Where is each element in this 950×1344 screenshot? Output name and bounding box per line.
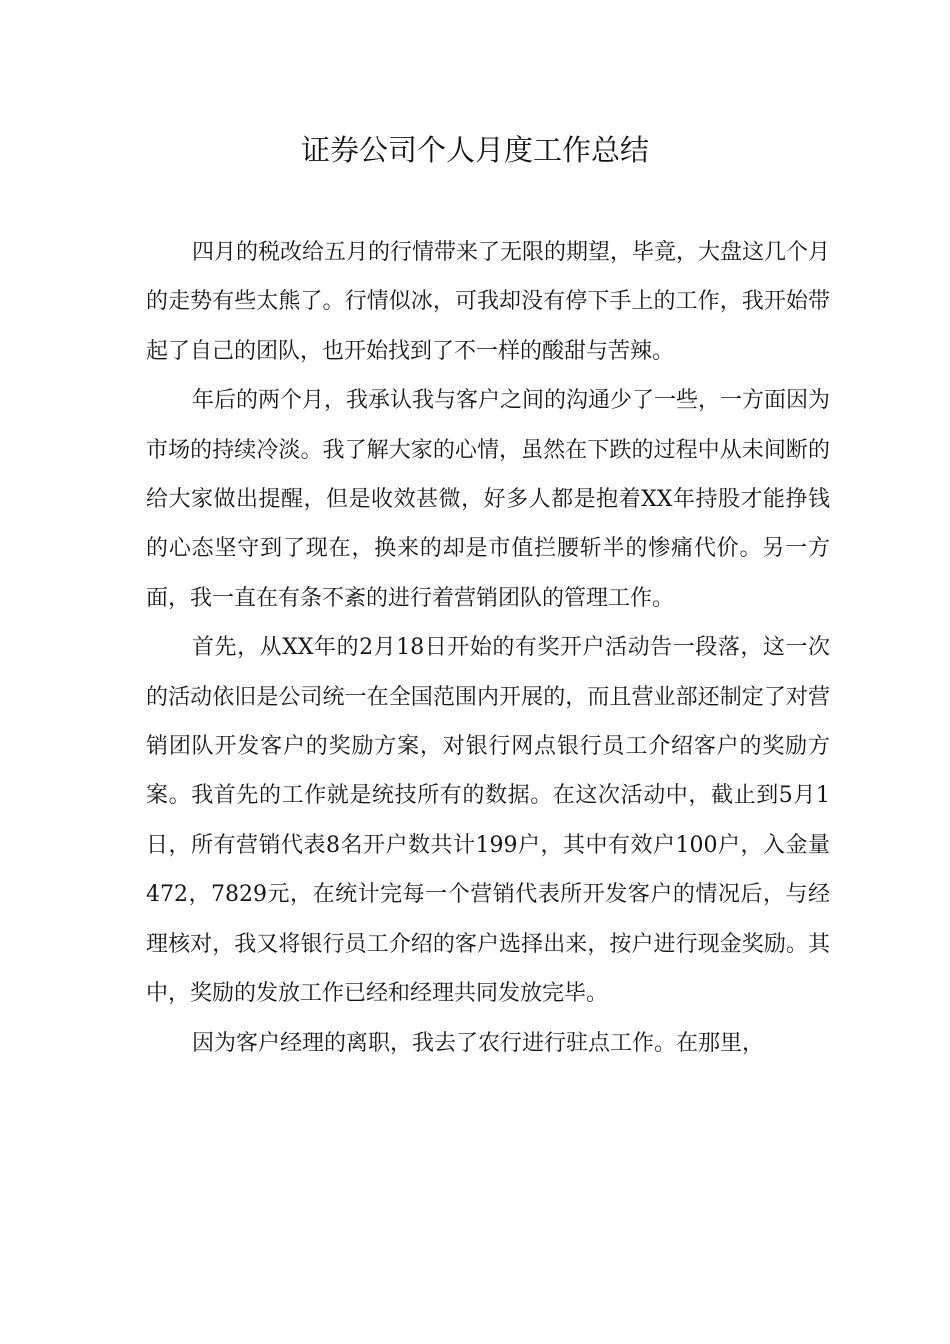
paragraph-2: 年后的两个月，我承认我与客户之间的沟通少了一些，一方面因为市场的持续冷淡。我了解大家的心情，虽然在下跌的过程中从未间断的给大家做出提醒，但是收效甚微，好多人都是抱着XX年持股才能挣钱的心态坚守到了现在，换来的却是市值拦腰斩半的惨痛代价。另一方面，我一直在有条不紊的进行着营销团队的管理工作。 xyxy=(146,388,831,611)
paragraph-1: 四月的税改给五月的行情带来了无限的期望，毕竟，大盘这几个月的走势有些太熊了。行情似冰，可我却没有停下手上的工作，我开始带起了自己的团队，也开始找到了不一样的酸甜与苦辣。 xyxy=(146,240,831,364)
paragraph-3: 首先，从XX年的2月18日开始的有奖开户活动告一段落，这一次的活动依旧是公司统一在全国范围内开展的，而且营业部还制定了对营销团队开发客户的奖励方案，对银行网点银行员工介绍客户的奖励方案。我首先的工作就是统技所有的数据。在这次活动中，截止到5月1日，所有营销代表8名开户数共计199户，其中有效户100户，入金量472，7829元，在统计完每一个营销代表所开发客户的情况后，与经理核对，我又将银行员工介绍的客户选择出来，按户进行现金奖励。其中，奖励的发放工作已经和经理共同发放完毕。 xyxy=(146,635,830,1007)
document-body xyxy=(146,228,830,1068)
document-title: 证券公司个人月度工作总结 xyxy=(300,133,649,167)
paragraph-4: 因为客户经理的离职，我去了农行进行驻点工作。在那里， xyxy=(192,1030,765,1056)
